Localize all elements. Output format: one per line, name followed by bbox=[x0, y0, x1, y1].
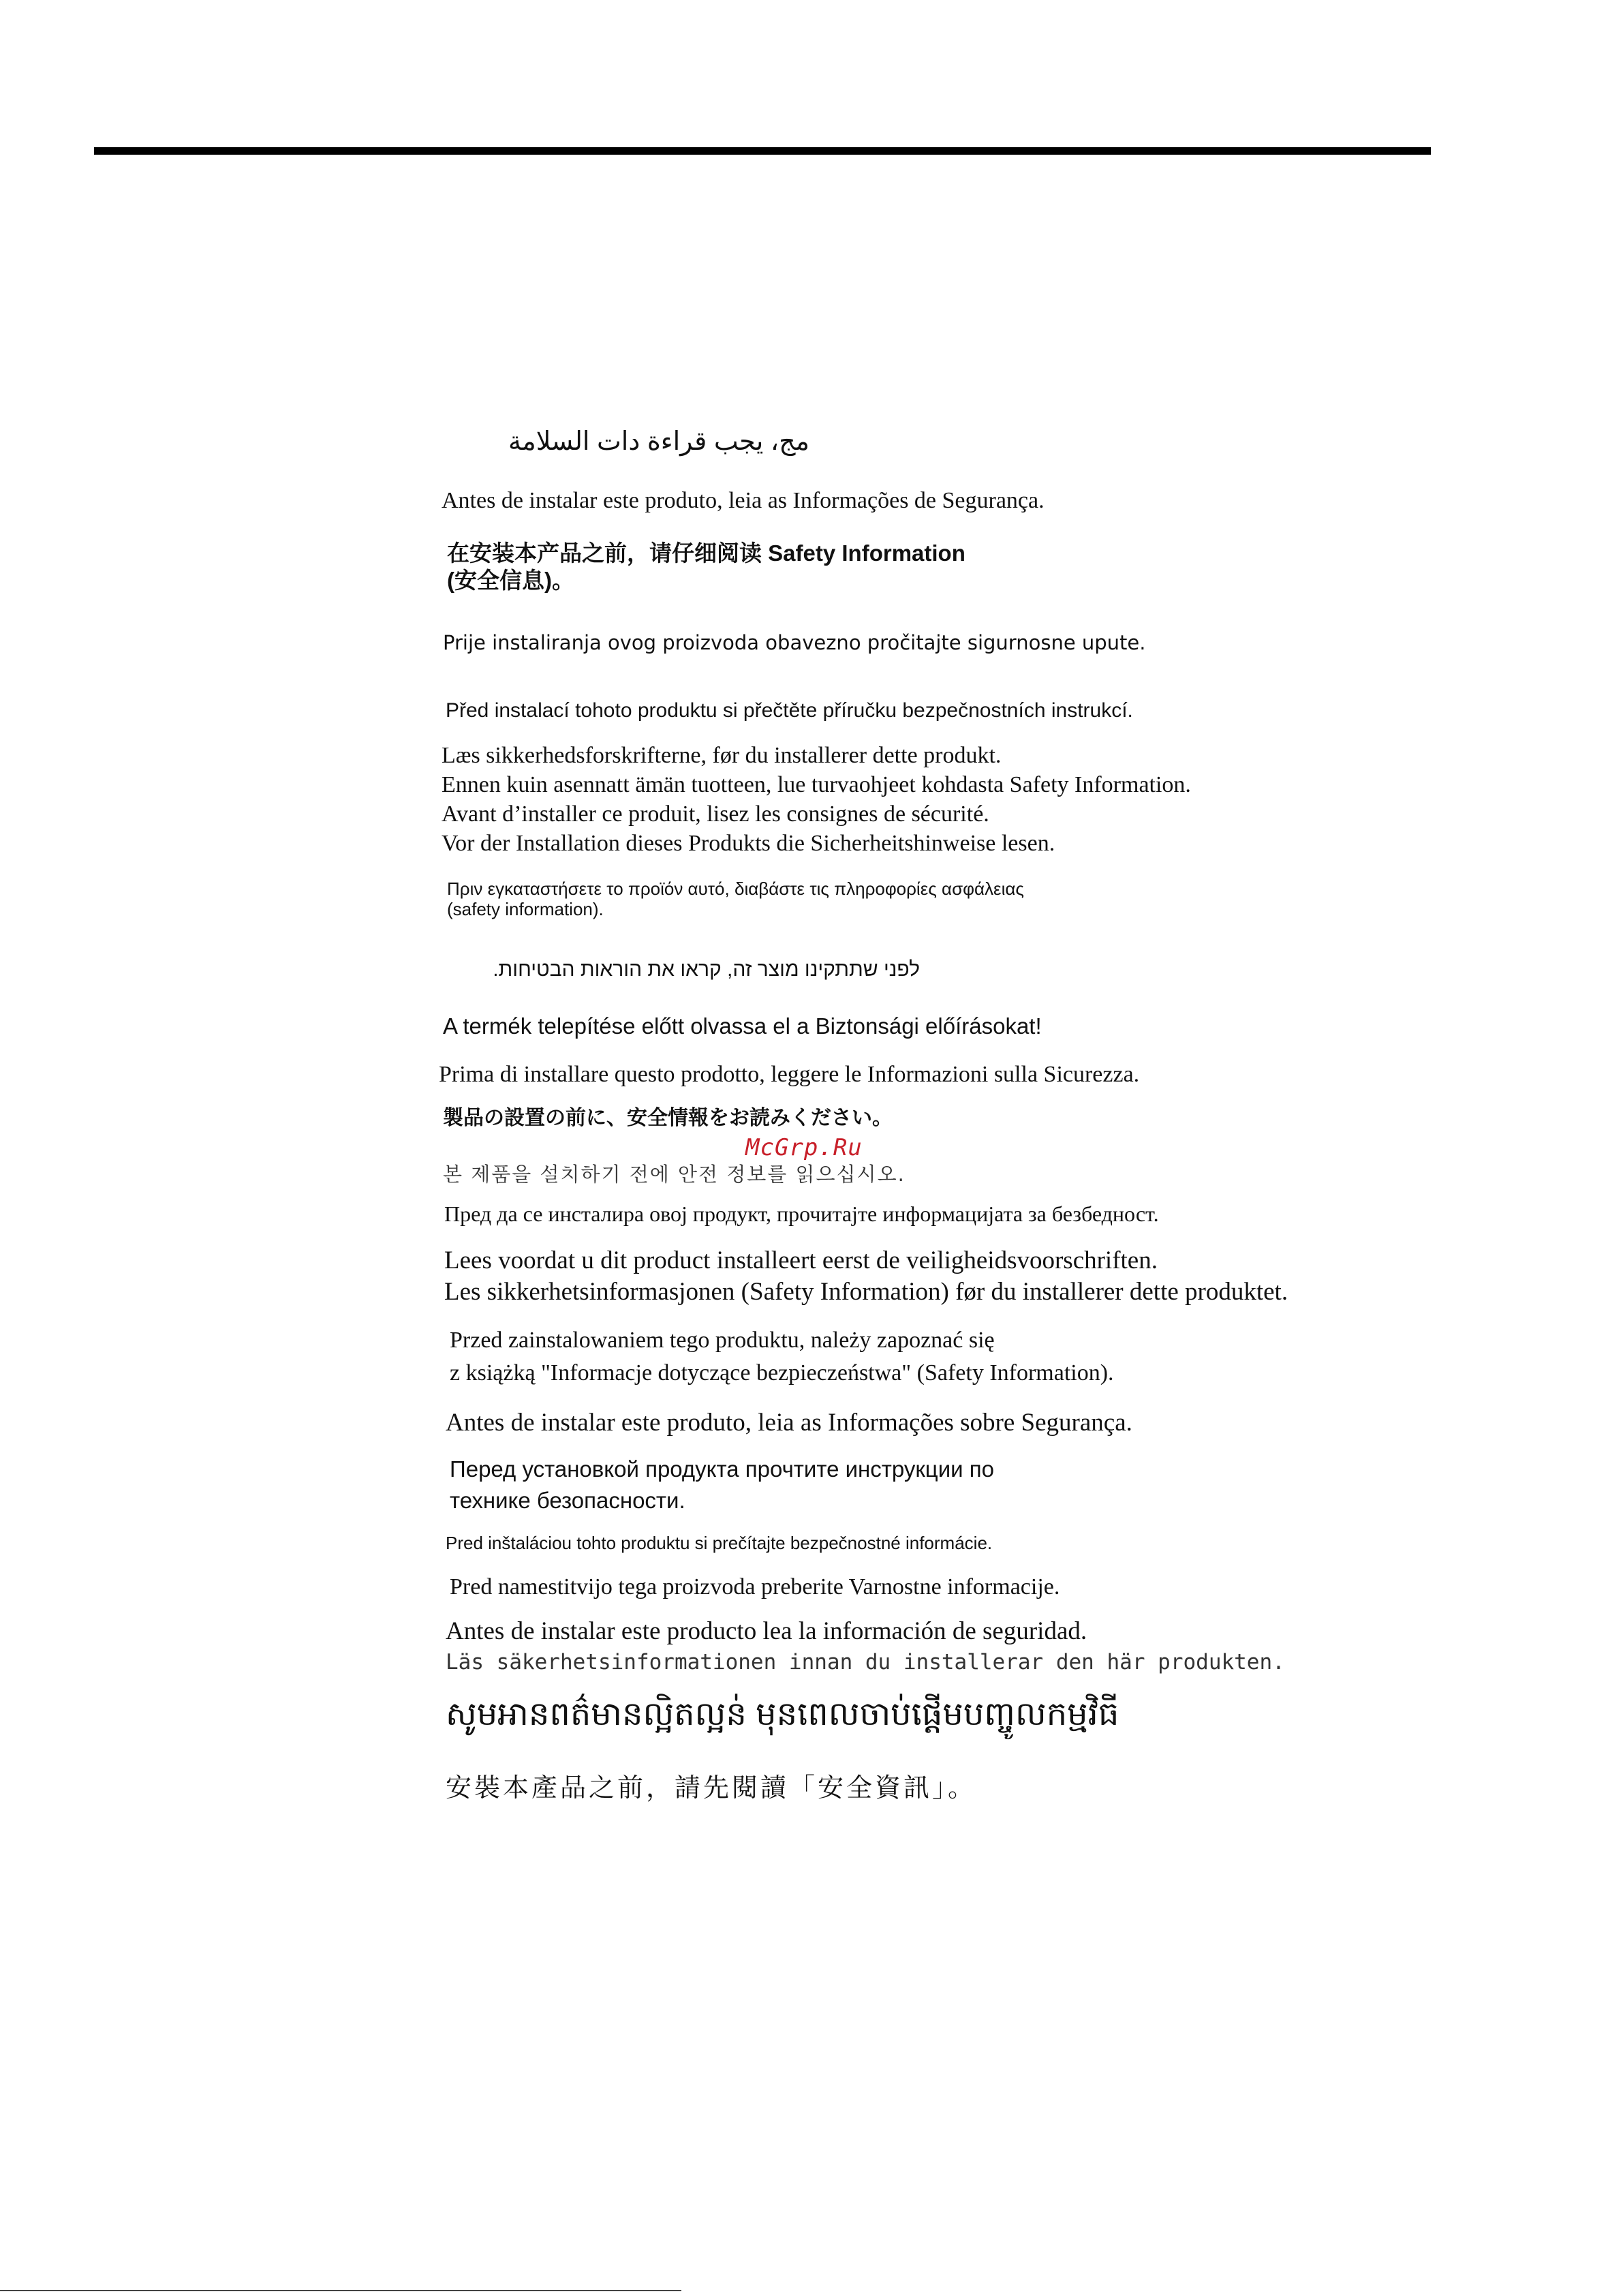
notice-french: Avant d’installer ce produit, lisez les consignes de sécurité. bbox=[442, 801, 989, 827]
notice-norwegian: Les sikkerhetsinformasjonen (Safety Information) før du installerer dette produktet. bbox=[444, 1278, 1288, 1306]
notice-slovak: Pred inštaláciou tohto produktu si prečítajte bezpečnostné informácie. bbox=[446, 1533, 993, 1553]
notice-chinese-simplified-line-1: 在安装本产品之前，请仔细阅读 Safety Information bbox=[447, 540, 965, 566]
notice-korean: 본 제품을 설치하기 전에 안전 정보를 읽으십시오. bbox=[443, 1163, 906, 1186]
notice-czech: Před instalací tohoto produktu si přečtěte příručku bezpečnostních instrukcí. bbox=[446, 699, 1133, 722]
notice-arabic: ﻣﺞ، ﻳﺠﺐ ﻗﺮاءة داﺕ اﻟﺴﻼﻣﺔ bbox=[508, 427, 809, 456]
notice-swedish: Läs säkerhetsinformationen innan du installerar den här produkten. bbox=[446, 1650, 1285, 1674]
notice-spanish: Antes de instalar este producto lea la información de seguridad. bbox=[446, 1617, 1087, 1645]
notice-greek-line-2: (safety information). bbox=[447, 899, 604, 919]
notice-hebrew: לפני שתתקינו מוצר זה, קראו את הוראות הבטיחות. bbox=[493, 958, 920, 981]
bottom-horizontal-rule bbox=[0, 2290, 681, 2291]
notice-chinese-traditional: 安裝本產品之前，請先閱讀「安全資訊」。 bbox=[446, 1774, 977, 1803]
notice-russian-line-2: технике безопасности. bbox=[450, 1488, 685, 1513]
notice-chinese-simplified-line-2: (安全信息)。 bbox=[447, 568, 574, 593]
notice-danish: Læs sikkerhedsforskrifterne, før du installerer dette produkt. bbox=[442, 743, 1002, 768]
notice-dutch: Lees voordat u dit product installeert eerst de veiligheidsvoorschriften. bbox=[444, 1246, 1158, 1274]
watermark-text: McGrp.Ru bbox=[745, 1134, 863, 1161]
notice-greek-line-1: Πριν εγκαταστήσετε το προϊόν αυτό, διαβάστε τις πληροφορίες ασφάλειας bbox=[447, 878, 1024, 899]
notice-slovenian: Pred namestitvijo tega proizvoda preberite Varnostne informacije. bbox=[450, 1574, 1060, 1599]
notice-japanese: 製品の設置の前に、安全情報をお読みください。 bbox=[443, 1107, 893, 1129]
notice-german: Vor der Installation dieses Produkts die Sicherheitshinweise lesen. bbox=[442, 831, 1055, 856]
notice-portuguese-portugal: Antes de instalar este produto, leia as Informações sobre Segurança. bbox=[446, 1409, 1132, 1437]
notice-finnish: Ennen kuin asennatt ämän tuotteen, lue turvaohjeet kohdasta Safety Information. bbox=[442, 772, 1191, 797]
notice-macedonian: Пред да се инсталира овој продукт, прочитајте информацијата за безбедност. bbox=[444, 1201, 1159, 1226]
notice-portuguese-brazil: Antes de instalar este produto, leia as Informações de Segurança. bbox=[442, 488, 1045, 513]
notice-khmer: សូមអានពត៌មានល្អិតល្អន់ មុនពេលចាប់ផ្តើមបញ្ចូលកម្មវិធី bbox=[446, 1696, 1119, 1732]
notice-italian: Prima di installare questo prodotto, leggere le Informazioni sulla Sicurezza. bbox=[439, 1062, 1140, 1087]
notice-russian-line-1: Перед установкой продукта прочтите инструкции по bbox=[450, 1456, 994, 1482]
notice-croatian: Prije instaliranja ovog proizvoda obavezno pročitajte sigurnosne upute. bbox=[443, 631, 1146, 654]
notice-polish-line-1: Przed zainstalowaniem tego produktu, należy zapoznać się bbox=[450, 1328, 995, 1353]
top-horizontal-rule bbox=[94, 147, 1431, 155]
notice-hungarian: A termék telepítése előtt olvassa el a Biztonsági előírásokat! bbox=[443, 1013, 1042, 1039]
notice-polish-line-2: z książką "Informacje dotyczące bezpieczeństwa" (Safety Information). bbox=[450, 1360, 1114, 1386]
